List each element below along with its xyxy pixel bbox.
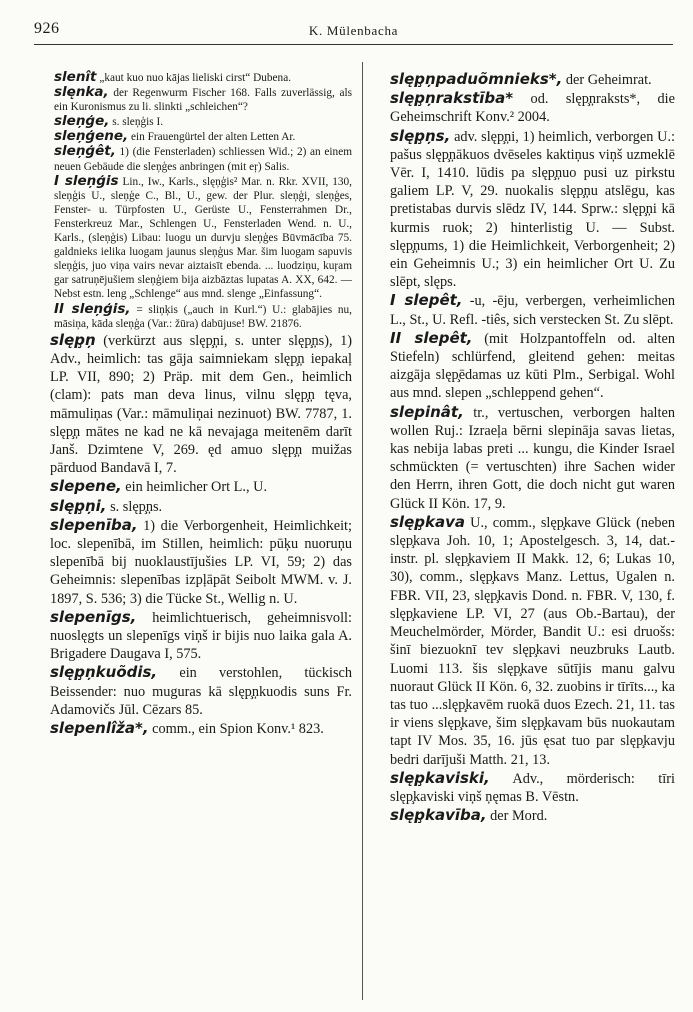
entry-body: s. sleņģis I. bbox=[112, 116, 164, 129]
dictionary-entry bbox=[374, 329, 675, 403]
entry-body: s. slęp̧ņs. bbox=[110, 498, 163, 515]
dictionary-entry bbox=[34, 608, 352, 664]
dictionary-entry bbox=[34, 174, 352, 302]
dictionary-entry bbox=[34, 663, 352, 719]
entry-body: 1) (die Fensterladen) schliessen Wid.; 2) an einem neuen Gebäude die sleņģes anbringen (mit eŗ) Salis. bbox=[54, 146, 352, 173]
entry-headword: I slepêt, bbox=[390, 291, 463, 310]
entry-body: U., comm., slęp̧kave Glück (neben slęp̧kava Joh. 10, 1; Apostelgesch. 3, 14, dat.-instr. pl. slęp̧kaviem II Makk. 12, 6; Lukas 10, 30), comm., slęp̧kavs Manz. Lettus, Ugalen n. FBR. VII, 23, slęp̧kavis Dond. n. FBR. V, 130, f. slęp̧kaviene LP. VI, 27 (aus Ob.-Bartau), der Meuchelmörder, Mörder, Bandit U.: esi druošs: šinī biezuoknī tev slęp̧kavi neuzbruks Lautb. Luomi 113. šis slęp̧kave sūtījis manu galvu nuoraut Glück II Kön. 6, 32. zuobins ir tīrīts..., ka tas tuo ...slęp̧kavēm ruokā duos Ezech. 21, 11. tas ir viens slęp̧kave, šim slęp̧kavam būs nuokautam tapt IV Mos. 35, 16. jūs ęsat tuo par slęp̧kavju bedri darījuši Matth. 21, 13. bbox=[390, 514, 675, 768]
entry-headword: slepenība, bbox=[50, 515, 138, 534]
entry-body: der Geheimrat. bbox=[565, 72, 652, 88]
page-number: 926 bbox=[34, 20, 60, 37]
running-title: K. Mülenbacha bbox=[308, 23, 399, 38]
dictionary-entry bbox=[34, 516, 352, 608]
dictionary-entry bbox=[34, 719, 352, 738]
dictionary-entry bbox=[34, 302, 352, 331]
dictionary-entry bbox=[34, 114, 352, 129]
dictionary-entry bbox=[34, 497, 352, 516]
entry-body: Lin., Iw., Karls., slęņģis² Mar. n. Rkr. XVII, 130, sleņģis U., sleņģe C., Bl., U., gew. der Plur. sleņģi, sleņģes, Fenster- u. Türpfosten U., Gerüste U., Fensterrahmen Dr., Fensterkreuz Mar., Schlengen U., Fensterladen Wend. n. U., Karls., (sleņģis) Libau: luogu un durvju sleņģes Būvmācība 75. galdnieks ielika luogam jaunus sleņģus Mar. šim luogam sapuvis sleņģis, juo viņa vairs nevar aiztaisīt ebenda. ... luodziņu, kuŗam gar satruņējušiem sleņģiem bija aizbāztas lupatas A. XX, 642. — Nebst estn. leng „Schlenge“ aus mnd. slenge „Einfassung“. bbox=[54, 175, 352, 301]
entry-headword: slęp̧ņkuõdis, bbox=[50, 663, 158, 682]
dictionary-entry bbox=[34, 129, 352, 144]
entry-body: Adv., mörderisch: tīri slęp̧kaviski viņš ņęmas B. Vēstn. bbox=[390, 770, 675, 805]
entry-headword: II sleņģis, bbox=[54, 300, 131, 317]
entry-headword: slęp̧kaviski, bbox=[390, 768, 490, 787]
entry-body: adv. slęp̧ņi, 1) heimlich, verborgen U.: pašus slęp̧ņākuos dvēseles kaktiņus viņš uzmeklē Vēr. I, 1410. lūdis pa slęp̧ņuo pusi uz pirkstu galiem LP. V, 29. nuokalis slęp̧ņu atslēgu, kas pretistabas durvis slēdz IV, 144. Sprw.: slęp̧ņi kā kurmis ruok; 2) hinterlistig U. — Subst. slęp̧ņums, 1) die Heimlichkeit, Verborgenheit; 2) ein Geheimnis U.; 3) ein heimlicher Ort U. Zu slēpt, slęps. bbox=[390, 128, 675, 291]
entry-headword: slenît bbox=[54, 70, 97, 85]
entry-headword: slepenlîža*, bbox=[50, 718, 149, 737]
entry-body: comm., ein Spion Konv.¹ 823. bbox=[152, 720, 324, 737]
dictionary-entry bbox=[374, 403, 675, 513]
entry-body: der Regenwurm Fischer 168. Falls zuverlässig, als ein Kuronismus zu li. slinkti „schleichen“? bbox=[54, 87, 352, 114]
entry-headword: sleņģêt, bbox=[54, 143, 116, 160]
dictionary-entry bbox=[374, 806, 675, 825]
entry-headword: slęp̧ņs, bbox=[390, 126, 451, 145]
entry-headword: slepinât, bbox=[390, 402, 464, 421]
entry-body: 1) die Verborgenheit, Heimlichkeit; loc. slepenībā, im Stillen, heimlich: pūķu nuoruņu slepenībā bij nuoklaustījušies LP. VI, 59; 2) das Geheimnis: slepenības izpļāpāt Seibolt MWM. v. J. 1897, S. 536; 3) die Tücke St., Wellig n. U. bbox=[50, 517, 352, 607]
entry-body: (mit Holzpantoffeln od. alten Stiefeln) schlürfend, gleitend gehen: meitas aizgāja slęp̧ēdamas uz kūti Plm., Serbigal. Wohl aus mnd. slepen „schleppend gehen“. bbox=[390, 330, 675, 402]
entry-body: tr., vertuschen, verborgen halten wollen Ruj.: Izraeļa bērni slepināja savas lietas, kas nebija labas preti ... kungu, die Kinder Israel schmückten (= vertuschten) ihre Sachen wider den Herrn, ihren Gott, die doch nicht gut waren Glück II Kön. 17, 9. bbox=[390, 404, 675, 512]
dictionary-entry bbox=[374, 89, 675, 126]
right-column bbox=[374, 70, 675, 1010]
entry-headword: slęp̧kava bbox=[390, 512, 465, 531]
dictionary-entry bbox=[34, 144, 352, 173]
entry-headword: II slepêt, bbox=[390, 328, 473, 347]
dictionary-entry bbox=[374, 513, 675, 769]
dictionary-entry bbox=[374, 291, 675, 328]
column-divider bbox=[362, 62, 363, 1000]
left-column bbox=[34, 70, 352, 1010]
dictionary-entry bbox=[34, 331, 352, 478]
entry-body: od. slęp̧ņraksts*, die Geheimschrift Konv.² 2004. bbox=[390, 91, 675, 126]
entry-headword: slepene, bbox=[50, 477, 122, 496]
dictionary-entry bbox=[34, 70, 352, 85]
entry-body: ein verstohlen, tückisch Beissender: nuo muguras kā slęp̧ņkuodis suns Fr. Adamovičs Jūl. Cēzars 85. bbox=[50, 665, 352, 718]
entry-headword: sleņģe, bbox=[54, 113, 110, 130]
dictionary-entry bbox=[34, 477, 352, 496]
entry-body: der Mord. bbox=[490, 808, 548, 825]
entry-headword: I sleņģis bbox=[54, 172, 119, 189]
dictionary-entry bbox=[374, 70, 675, 89]
entry-body: heimlichtuerisch, geheimnisvoll: nuoslęgts un slepenīgs viņš ir bijis nuo laika gala A. Brigadere Daugava I, 575. bbox=[50, 609, 352, 663]
dictionary-entry bbox=[374, 127, 675, 292]
entry-headword: slęp̧kavība, bbox=[390, 806, 487, 825]
entry-body: „kaut kuo nuo kājas lieliski cirst“ Dubena. bbox=[99, 72, 292, 84]
entry-headword: slęp̧ņi, bbox=[50, 496, 107, 515]
entry-body: (verkürzt aus slęp̧ņi, s. unter slęp̧ņs), 1) Adv., heimlich: tas gāja saimniekam slęp̧ņ iepakaļ LP. VII, 890; 2) Präp. mit dem Gen., heimlich (clam): pats man deva linus, vilnu slęp̧ņ tęva, māmuliņas (Var.: māmuliņai nezinuot) BW. 7787, 1. slęp̧ņ mātes ne kad ne kā nevajaga meitenēm darīt Janš. Dzimtene V, 269. ęd amuo slęp̧ņ muižas pārduod Bandavā I, 7. bbox=[50, 332, 352, 477]
entry-body: = sliņķis („auch in Kurl.“) U.: glabājies nu, māsiņa, kāda sleņģa (Var.: žūra) dabūjuse! BW. 21876. bbox=[54, 303, 352, 330]
entry-headword: slęp̧ņrakstība* bbox=[390, 89, 514, 108]
page-header bbox=[34, 14, 673, 45]
entry-body: ein heimlicher Ort L., U. bbox=[125, 479, 268, 496]
entry-headword: slęnka, bbox=[54, 84, 109, 101]
entry-body: -u, -ēju, verbergen, verheimlichen L., St., U. Refl. -tiês, sich verstecken St. Zu slēpt. bbox=[390, 293, 675, 328]
entry-headword: sleņģene, bbox=[54, 128, 129, 145]
dictionary-entry bbox=[374, 769, 675, 806]
entry-headword: slęp̧ņ bbox=[50, 330, 96, 349]
entry-headword: slepenīgs, bbox=[50, 607, 137, 626]
entry-body: ein Frauengürtel der alten Letten Ar. bbox=[130, 131, 296, 144]
dictionary-entry bbox=[34, 85, 352, 114]
entry-headword: slęp̧ņpaduõmnieks*, bbox=[390, 70, 563, 88]
